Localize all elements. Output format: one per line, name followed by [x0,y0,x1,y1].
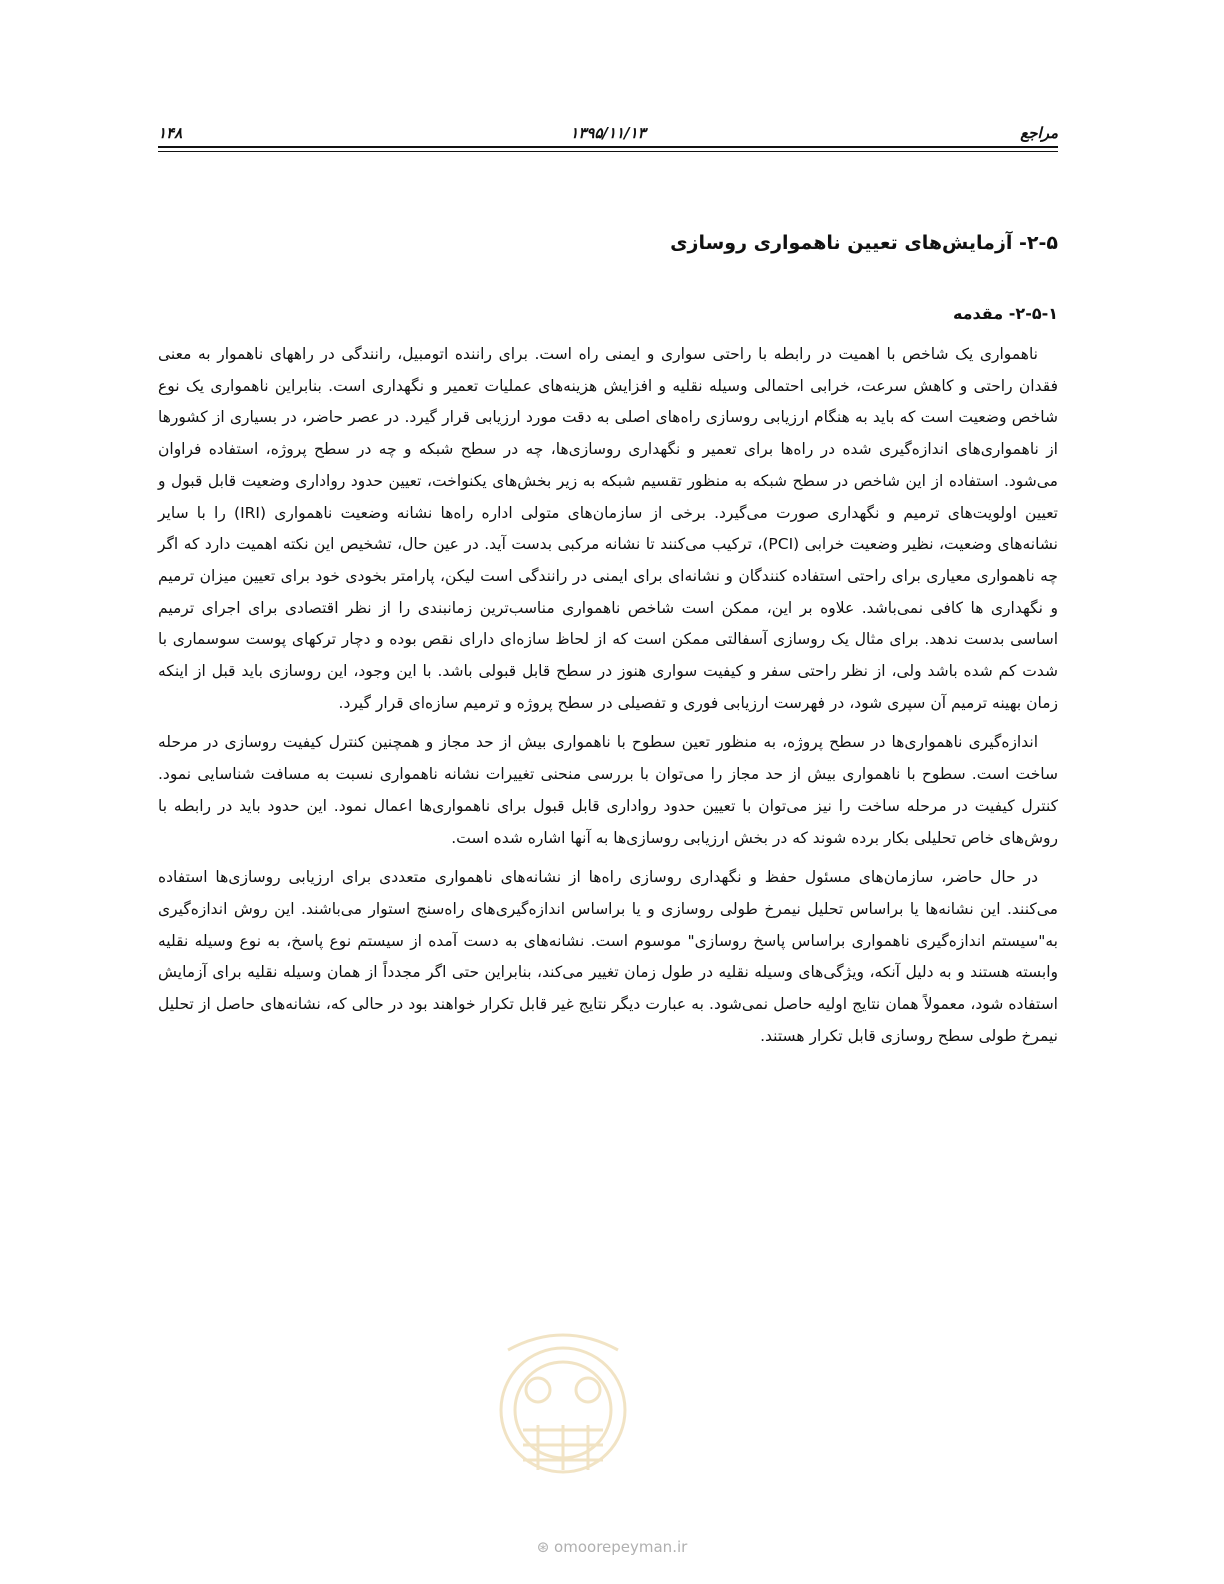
page-number: ۱۴۸ [158,124,183,142]
globe-icon: ⊛ [536,1538,550,1556]
subsection-title: ۲-۵-۱- مقدمه [952,304,1058,323]
header-rule-thin [158,151,1058,152]
page-header [158,120,1058,146]
page-body [158,232,1058,1060]
paragraph-1: ناهمواری یک شاخص با اهمیت در رابطه با راحتی سواری و ایمنی راه است. برای راننده اتومبیل، رانندگی در راههای ناهموار به معنی فقدان راحتی و کاهش سرعت، خرابی احتمالی وسیله نقلیه و افزایش هزینه‌های عملیات تعمیر و نگهداری است. بنابراین ناهمواری یک نوع شاخص وضعیت است که باید به هنگام ارزیابی روسازی راه‌های اصلی به دقت مورد ارزیابی قرار گیرد. در عصر حاضر، در بسیاری از کشورها از ناهمواری‌های اندازه‌گیری شده در راه‌ها برای تعمیر و نگهداری روسازی‌ها، چه در سطح شبکه و چه در سطح پروژه، استفاده فراوان می‌شود. استفاده از این شاخص در سطح شبکه به منظور تقسیم شبکه به زیر بخش‌های یکنواخت، تعیین حدود رواداری وضعیت قابل قبول و تعیین اولویت‌های ترمیم و نگهداری صورت می‌گیرد. برخی از سازمان‌های متولی اداره راه‌ها نشانه وضعیت ناهمواری (IRI) را با سایر نشانه‌های وضعیت، نظیر وضعیت خرابی (PCI)، ترکیب می‌کنند تا نشانه مرکبی بدست آید. در عین حال، تشخیص این نکته اهمیت دارد که اگر چه ناهمواری معیاری برای راحتی استفاده کنندگان و نشانه‌ای برای ایمنی در رانندگی است لیکن، پارامتر بخودی خود برای تعیین میزان ترمیم و نگهداری ها کافی نمی‌باشد. علاوه بر این، ممکن است شاخص ناهمواری مناسب‌ترین زمانبندی را از نظر اقتصادی برای اجرای ترمیم اساسی بدست ندهد. برای مثال یک روسازی آسفالتی ممکن است که از لحاظ سازه‌ای دارای نقص بوده و دچار ترکهای پوست سوسماری با شدت کم شده باشد ولی، از نظر راحتی سفر و کیفیت سواری هنوز در سطح قابل قبولی باشد. با این وجود، این روسازی باید قبل از اینکه زمان بهینه ترمیم آن سپری شود، در فهرست ارزیابی فوری و تفصیلی در سطح پروژه و ترمیم سازه‌ای قرار گیرد. [158,345,1058,712]
section-title: ۲-۵- آزمایش‌های تعیین ناهمواری روسازی [670,232,1058,254]
header-rule-thick [158,146,1058,148]
watermark-site-text: omoorepeyman.ir [554,1538,688,1556]
header-section: مراجع [1020,124,1058,142]
watermark-site [0,1538,1224,1556]
watermark-seal-icon [488,1330,638,1520]
paragraph-2: اندازه‌گیری ناهمواری‌ها در سطح پروژه، به منظور تعین سطوح با ناهمواری بیش از حد مجاز و همچنین کنترل کیفیت روسازی در مرحله ساخت است. سطوح با ناهمواری بیش از حد مجاز را می‌توان با بررسی منحنی تغییرات نشانه ناهمواری نسبت به مسافت شناسایی نمود. کنترل کیفیت در مرحله ساخت را نیز می‌توان با تعیین حدود رواداری قابل قبول برای ناهمواری‌ها اعمال نمود. این حدود باید در رابطه با روش‌های خاص تحلیلی بکار برده شوند که در بخش ارزیابی روسازی‌ها به آنها اشاره شده است. [158,733,1058,847]
header-date: ۱۳۹۵/۱۱/۱۳ [570,124,646,142]
paragraph-3: در حال حاضر، سازمان‌های مسئول حفظ و نگهداری روسازی راه‌ها از نشانه‌های ناهمواری متعددی برای ارزیابی روسازی‌ها استفاده می‌کنند. این نشانه‌ها یا براساس تحلیل نیمرخ طولی روسازی و یا براساس اندازه‌گیری‌های راه‌سنج استوار می‌باشند. این روش اندازه‌گیری به"سیستم اندازه‌گیری ناهمواری براساس پاسخ روسازی" موسوم است. نشانه‌های به دست آمده از سیستم نوع پاسخ، به نوع وسیله نقلیه وابسته هستند و به دلیل آنکه، ویژگی‌های وسیله نقلیه در طول زمان تغییر می‌کند، بنابراین حتی اگر مجدداً از همان وسیله نقلیه برای آزمایش استفاده شود، معمولاً همان نتایج اولیه حاصل نمی‌شود. به عبارت دیگر نتایج غیر قابل تکرار خواهند بود در حالی که، نشانه‌های حاصل از تحلیل نیمرخ طولی سطح روسازی قابل تکرار هستند. [158,868,1058,1045]
